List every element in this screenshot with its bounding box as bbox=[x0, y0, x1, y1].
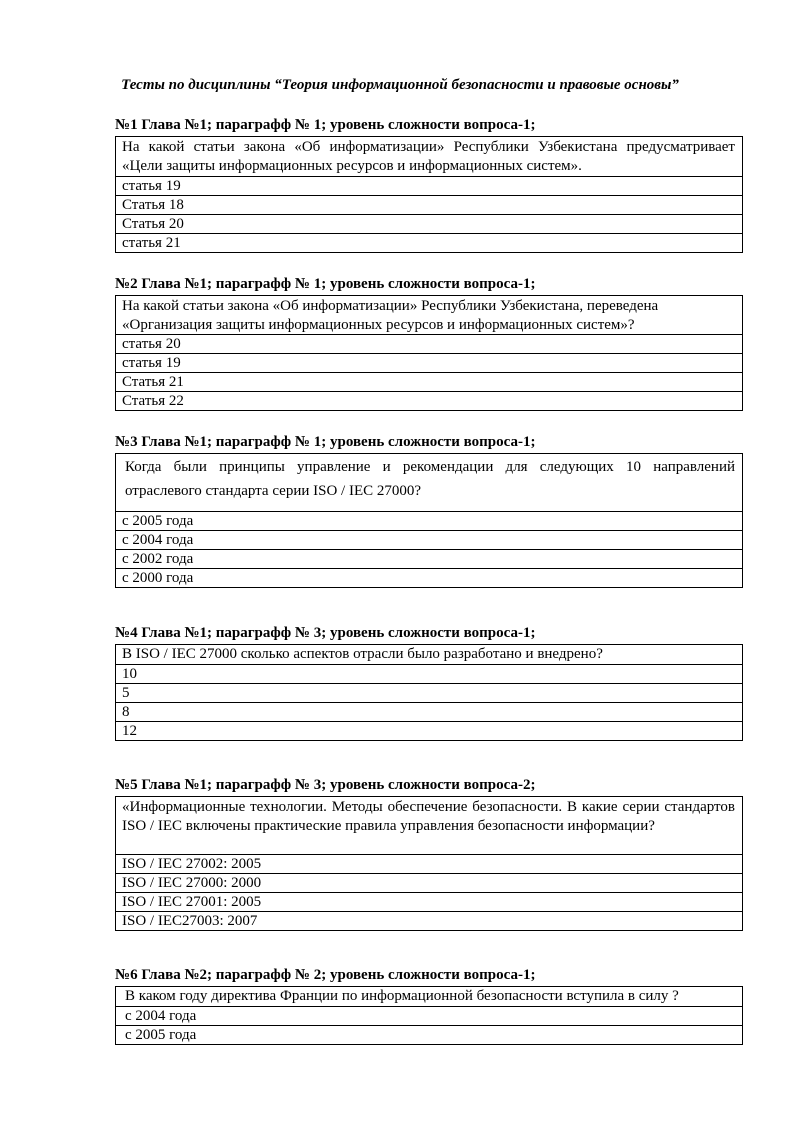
answer-option[interactable]: статья 19 bbox=[116, 353, 742, 372]
question-6 bbox=[115, 966, 743, 1045]
answer-option[interactable]: с 2004 года bbox=[116, 1006, 742, 1025]
answer-option[interactable]: статья 19 bbox=[116, 176, 742, 195]
answer-option[interactable]: ISO / IEC 27001: 2005 bbox=[116, 892, 742, 911]
question-1 bbox=[115, 116, 743, 253]
question-text: На какой статьи закона «Об информатизации» Республики Узбекистана, переведена «Организация защиты информационных ресурсов и информационных систем»? bbox=[122, 298, 659, 333]
question-text: «Информационные технологии. Методы обеспечение безопасности. В какие серии стандартов ISO / IEC включены практические правила управления безопасности информации? bbox=[122, 799, 735, 834]
answer-option[interactable]: Статья 20 bbox=[116, 214, 742, 233]
question-heading: №4 Глава №1; параграфф № 3; уровень сложности вопроса-1; bbox=[115, 625, 536, 641]
answer-option[interactable]: Статья 18 bbox=[116, 195, 742, 214]
question-text: Когда были принципы управление и рекомендации для следующих 10 направлений отраслевого стандарта серии ISO / IEC 27000? bbox=[125, 459, 735, 499]
answer-option[interactable]: с 2002 года bbox=[116, 549, 742, 568]
answer-option[interactable]: 10 bbox=[116, 664, 742, 683]
question-4 bbox=[115, 624, 743, 741]
answer-option[interactable]: 12 bbox=[116, 721, 742, 740]
question-table bbox=[115, 136, 743, 253]
question-text: В ISO / IEC 27000 сколько аспектов отрасли было разработано и внедрено? bbox=[122, 646, 603, 662]
answer-option[interactable]: 8 bbox=[116, 702, 742, 721]
question-text: На какой статьи закона «Об информатизации» Республики Узбекистана предусматривает «Цели защиты информационных ресурсов и информационных систем». bbox=[122, 139, 735, 174]
answer-option[interactable]: с 2004 года bbox=[116, 530, 742, 549]
question-heading: №5 Глава №1; параграфф № 3; уровень сложности вопроса-2; bbox=[115, 777, 536, 793]
question-heading: №6 Глава №2; параграфф № 2; уровень сложности вопроса-1; bbox=[115, 967, 536, 983]
answer-option[interactable]: с 2000 года bbox=[116, 568, 742, 587]
question-text: В каком году директива Франции по информационной безопасности вступила в силу ? bbox=[125, 988, 679, 1004]
answer-option[interactable]: ISO / IEC27003: 2007 bbox=[116, 911, 742, 930]
question-table bbox=[115, 295, 743, 411]
answer-option[interactable]: с 2005 года bbox=[116, 511, 742, 530]
question-heading: №1 Глава №1; параграфф № 1; уровень сложности вопроса-1; bbox=[115, 117, 536, 133]
question-heading: №3 Глава №1; параграфф № 1; уровень сложности вопроса-1; bbox=[115, 434, 536, 450]
question-3 bbox=[115, 433, 743, 588]
answer-option[interactable]: Статья 22 bbox=[116, 391, 742, 410]
document-title: Тесты по дисциплины “Теория информационной безопасности и правовые основы” bbox=[121, 77, 679, 93]
answer-option[interactable]: статья 21 bbox=[116, 233, 742, 252]
question-table bbox=[115, 986, 743, 1045]
question-heading: №2 Глава №1; параграфф № 1; уровень сложности вопроса-1; bbox=[115, 276, 536, 292]
question-5 bbox=[115, 776, 743, 931]
answer-option[interactable]: 5 bbox=[116, 683, 742, 702]
answer-option[interactable]: с 2005 года bbox=[116, 1025, 742, 1044]
answer-option[interactable]: ISO / IEC 27002: 2005 bbox=[116, 854, 742, 873]
question-2 bbox=[115, 275, 743, 411]
answer-option[interactable]: Статья 21 bbox=[116, 372, 742, 391]
question-table bbox=[115, 644, 743, 741]
answer-option[interactable]: ISO / IEC 27000: 2000 bbox=[116, 873, 742, 892]
question-table bbox=[115, 796, 743, 931]
answer-option[interactable]: статья 20 bbox=[116, 334, 742, 353]
question-table bbox=[115, 453, 743, 588]
